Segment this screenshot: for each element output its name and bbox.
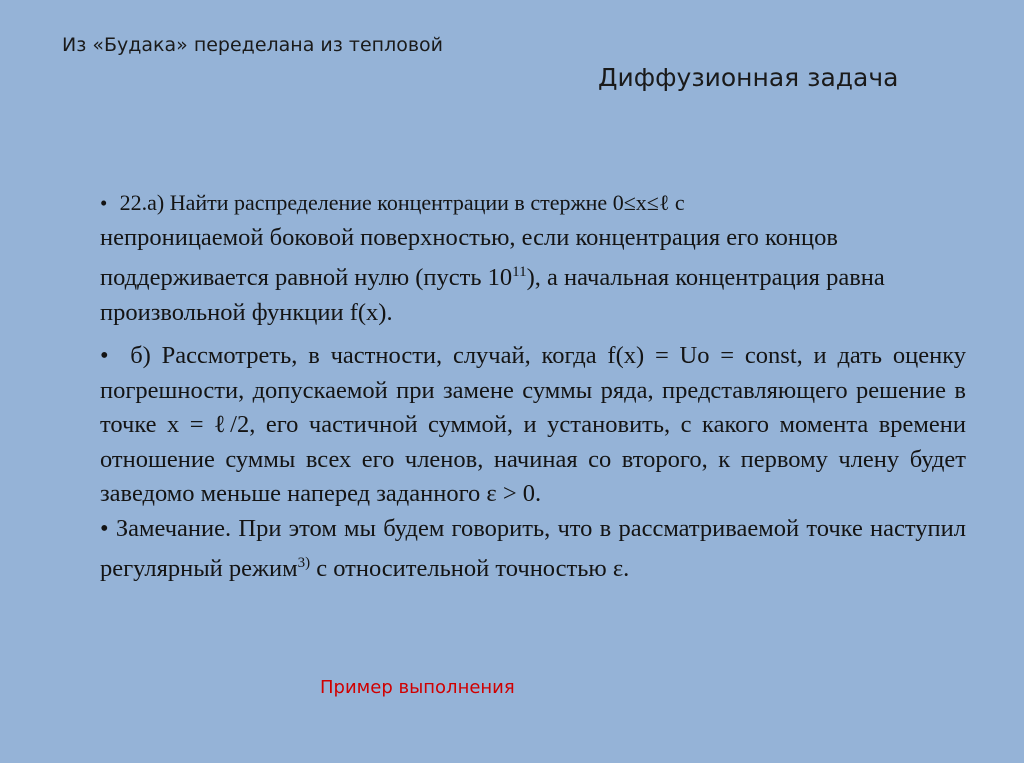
- remark-text-end: с относительной точностью ε.: [310, 555, 630, 583]
- bottom-strip: [0, 763, 1024, 767]
- part-b-text: б) Рассмотреть, в частности, случай, когда f(x) = Uo = const, и дать оценку погрешности, допускаемой при замене суммы ряда, представляющего решение в точке x = ℓ/2, его частичной суммой, и установить, с какого момента времени отношение суммы всех его членов, начиная со второго, к первому члену будет заведомо меньше наперед заданного ε > 0.: [100, 342, 967, 508]
- part-a-text: непроницаемой боковой поверхностью, если концентрация его концов поддерживается равной нулю (пусть 10: [100, 223, 838, 292]
- slide-title: Диффузионная задача: [598, 63, 899, 92]
- bullet-remark: •: [100, 514, 109, 542]
- problem-remark: [100, 512, 966, 587]
- part-a-text-end: ), а начальная концентрация равна произвольной функции f(x).: [100, 264, 885, 326]
- problem-part-b: [100, 339, 966, 512]
- remark-footnote-mark: 3): [297, 555, 311, 572]
- bullet-a: •: [100, 191, 108, 215]
- part-a-exponent: 11: [512, 264, 527, 280]
- remark-text: Замечание. При этом мы будем говорить, что в рассматриваемой точке наступил регулярный режим: [100, 514, 967, 583]
- source-note: Из «Будака» переделана из тепловой: [62, 34, 444, 56]
- problem-text: [100, 186, 966, 587]
- bullet-b: •: [100, 342, 109, 370]
- example-link[interactable]: Пример выполнения: [320, 677, 515, 698]
- problem-part-a: [100, 186, 966, 330]
- part-a-lead: 22.а) Найти распределение концентрации в стержне 0≤x≤ℓ с: [119, 190, 685, 215]
